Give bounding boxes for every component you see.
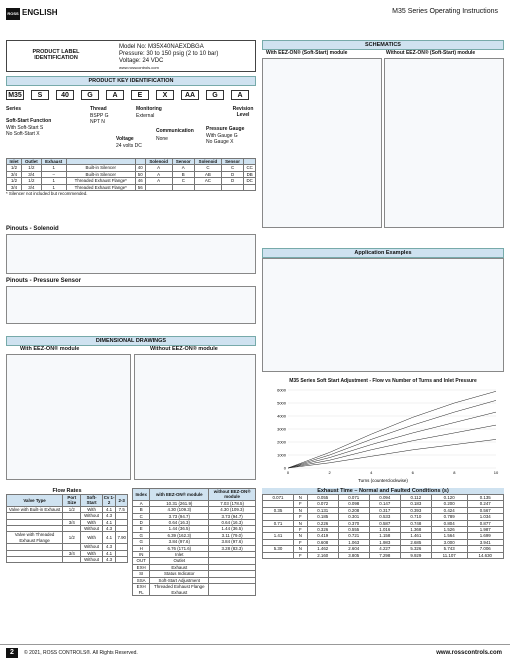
table-row: B 4.30 (109.3) 4.30 (109.3) — [133, 507, 256, 513]
table-row: EXH FL Threaded Exhaust Flange Exhaust — [133, 584, 256, 596]
key-code-box: E — [131, 90, 149, 100]
product-label-title: PRODUCT LABEL IDENTIFICATION — [32, 49, 80, 61]
key-with-gauge: With Gauge G — [206, 133, 238, 139]
pressure-range: Pressure: 30 to 150 psig (2 to 10 bar) — [119, 51, 219, 57]
table-header: with EEZ-ON® module — [150, 489, 209, 501]
table-row: Without 4.3 — [7, 526, 128, 532]
schematics-title: SCHEMATICS — [262, 40, 504, 50]
table-row: 1.41 N 0.419 0.721 1.158 1.461 1.564 1.699 — [263, 533, 504, 539]
schem-without-label: Without EEZ-ON® (Soft-Start) module — [386, 50, 476, 56]
page-number: 2 — [6, 648, 18, 658]
key-vdc: 24 volts DC — [116, 143, 142, 149]
y-tick-label: 5000 — [277, 400, 286, 406]
x-tick-label: 2 — [328, 470, 331, 475]
flow-chart — [262, 386, 504, 484]
x-tick-label: 4 — [370, 470, 373, 475]
table-row: Valve with Built-in Exhaust 1/2 With 4.1 7.5 — [7, 506, 128, 512]
table-row: F 0.185 0.301 0.533 0.710 0.789 1.034 — [263, 514, 504, 520]
table-header: Port Size — [63, 495, 81, 507]
table-row: Valve with Threaded Exhaust Flange 1/2 With 4.1 7.90 — [7, 532, 128, 544]
table-row: A 10.31 (261.9) 7.03 (178.5) — [133, 500, 256, 506]
key-code-box: X — [156, 90, 174, 100]
series-line — [288, 400, 496, 468]
table-header: Exhaust — [41, 159, 66, 165]
key-npt: NPT N — [90, 119, 105, 125]
dims-without-label: Without EEZ-ON® module — [150, 346, 218, 352]
y-tick-label: 6000 — [277, 387, 286, 393]
table-header: Valve Type — [7, 495, 63, 507]
y-tick-label: 3000 — [277, 426, 286, 432]
key-communication: Communication — [156, 128, 194, 134]
table-row: EXH Exhaust — [133, 564, 256, 570]
table-row: 3/4 3/4 – Built-in Silencer 50 A B AB D DB — [7, 171, 256, 177]
table-header: Sensor — [221, 159, 243, 165]
application-title: Application Examples — [262, 248, 504, 258]
key-code-box: A — [106, 90, 124, 100]
table-header: Soft-Start — [81, 495, 102, 507]
x-tick-label: 0 — [286, 470, 290, 475]
key-voltage: Voltage — [116, 136, 134, 142]
table-header: Cv 1-2 — [103, 495, 115, 506]
table-row: G 6.39 (162.3) 3.11 (79.0) — [133, 532, 256, 538]
ross-logo: ROSS — [6, 8, 20, 20]
model-number: Model No: M35X40NAEXDBGA — [119, 44, 204, 50]
table-row: 0.071 N 0.055 0.071 0.094 0.112 0.120 0.135 — [263, 495, 504, 501]
y-tick-label: 4000 — [277, 413, 286, 419]
exhaust-title: Exhaust Time – Normal and Faulted Conditions (s) — [262, 488, 504, 494]
key-code-box: 40 — [56, 90, 74, 100]
table-row: 3/4 With 4.1 — [7, 519, 128, 525]
table-header: 2-3 — [116, 495, 128, 507]
label-url: www.rosscontrols.com — [119, 65, 159, 70]
key-no-ss: No Soft-Start X — [6, 131, 40, 137]
pinouts-solenoid-title: Pinouts - Solenoid — [6, 226, 59, 232]
schem-without-diagram — [384, 58, 504, 228]
dims-with-label: With EEZ-ON® module — [20, 346, 80, 352]
key-code-box: G — [206, 90, 224, 100]
flow-rates-title: Flow Rates — [52, 488, 82, 494]
series-title: M35 Series Operating Instructions — [392, 8, 498, 15]
table-header: Solenoid — [194, 159, 221, 165]
table-header: Outlet — [22, 159, 42, 165]
table-row: F 0.608 1.063 1.983 2.685 3.000 3.941 — [263, 539, 504, 545]
table-row: Without 4.3 — [7, 557, 128, 563]
product-label-box — [6, 40, 256, 72]
copyright: © 2021, ROSS CONTROLS®. All Rights Reserved. — [24, 650, 138, 656]
table-row: 0.71 N 0.226 0.370 0.587 0.748 0.804 0.877 — [263, 520, 504, 526]
table-row: 1/2 1/2 1 Threaded Exhaust Flange* 46 A C AC D DC — [7, 178, 256, 184]
table-row: Without 4.3 — [7, 513, 128, 519]
table-header: without EEZ-ON® module — [209, 489, 256, 501]
product-key-title: PRODUCT KEY IDENTIFICATION — [6, 76, 256, 86]
table-row: 0.35 N 0.131 0.208 0.317 0.393 0.424 0.567 — [263, 507, 504, 513]
table-row: E 1.44 (36.5) 1.44 (36.5) — [133, 526, 256, 532]
pinouts-sensor-title: Pinouts - Pressure Sensor — [6, 278, 82, 284]
table-row: Without 4.3 — [7, 544, 128, 550]
table-row: F 2.160 3.805 7.298 9.929 11.107 14.630 — [263, 552, 504, 558]
silencer-note: * Silencer not included but recommended. — [6, 191, 88, 197]
table-row: SSA Soft-Start Adjustment — [133, 577, 256, 583]
key-code-box: M35 — [6, 90, 24, 100]
port-size-table — [6, 158, 256, 196]
x-tick-label: 8 — [453, 470, 456, 475]
language-label: ENGLISH — [22, 8, 58, 17]
table-row: OUT Outlet — [133, 558, 256, 564]
key-code-box: A — [231, 90, 249, 100]
key-external: External — [136, 113, 155, 119]
y-tick-label: 2000 — [277, 439, 286, 445]
table-header: Inlet — [7, 159, 22, 165]
y-tick-label: 1000 — [277, 452, 286, 458]
table-row: 3/4 3/4 1 Threaded Exhaust Flange* 56 — [7, 184, 256, 190]
key-code-box: AA — [181, 90, 199, 100]
table-row: 3/4 With 4.1 — [7, 550, 128, 556]
key-series: Series — [6, 106, 22, 112]
key-gauge: Pressure Gauge — [206, 126, 245, 132]
product-key-diagram — [6, 86, 256, 158]
table-row: H 6.76 (171.6) 3.28 (83.3) — [133, 545, 256, 551]
y-tick-label: 0 — [283, 465, 286, 471]
dimensional-title: DIMENSIONAL DRAWINGS — [6, 336, 256, 346]
key-thread: Thread — [90, 106, 107, 112]
table-row: G 3.84 (97.6) 3.84 (97.6) — [133, 539, 256, 545]
key-comm-none: None — [156, 136, 168, 142]
key-revision: Revision Level — [232, 106, 254, 118]
exhaust-time-table — [262, 488, 504, 559]
series-line — [288, 412, 496, 468]
table-row: 1/2 1/2 1 Built-in Silencer 40 A A C C CC — [7, 165, 256, 171]
key-code-box: S — [31, 90, 49, 100]
x-axis-label: Turns (counterclockwise) — [358, 478, 408, 483]
table-row: SI Status Indicator — [133, 571, 256, 577]
key-soft-start: Soft-Start Function — [6, 118, 52, 124]
table-row: 5.30 N 1.462 2.604 4.227 5.326 5.743 7.006 — [263, 546, 504, 552]
flow-rates-table — [6, 488, 128, 563]
x-tick-label: 10 — [493, 470, 499, 475]
dims-without-drawing — [134, 354, 256, 480]
dimension-table — [132, 488, 256, 596]
key-no-gauge: No Gauge X — [206, 139, 234, 145]
solenoid-pinout-diagram — [6, 234, 256, 274]
table-header: Index — [133, 489, 150, 501]
chart-title: M35 Series Soft Start Adjustment - Flow vs Number of Turns and Inlet Pressure — [289, 378, 477, 384]
series-line — [288, 439, 496, 468]
dims-with-drawing — [6, 354, 131, 480]
key-bspp: BSPP G — [90, 113, 109, 119]
table-row: D 0.64 (16.3) 0.64 (16.3) — [133, 520, 256, 526]
sensor-pinout-diagram — [6, 286, 256, 324]
table-header: Solenoid — [145, 159, 172, 165]
schem-with-label: With EEZ-ON® (Soft-Start) module — [266, 50, 348, 56]
table-row: F 0.326 0.555 1.016 1.368 1.526 1.987 — [263, 527, 504, 533]
application-diagram — [262, 258, 504, 372]
table-row: IN Inlet — [133, 552, 256, 558]
key-monitoring: Monitoring — [136, 106, 162, 112]
table-header: Sensor — [172, 159, 194, 165]
table-row: C 3.73 (94.7) 3.73 (94.7) — [133, 513, 256, 519]
table-row: F 0.072 0.098 0.147 0.183 0.200 0.247 — [263, 501, 504, 507]
key-code-box: G — [81, 90, 99, 100]
voltage: Voltage: 24 VDC — [119, 58, 164, 64]
key-with-ss: With Soft-Start S — [6, 125, 44, 131]
series-line — [288, 425, 496, 468]
x-tick-label: 6 — [411, 470, 414, 475]
schem-with-diagram — [262, 58, 382, 228]
footer-url: www.rosscontrols.com — [436, 650, 502, 656]
